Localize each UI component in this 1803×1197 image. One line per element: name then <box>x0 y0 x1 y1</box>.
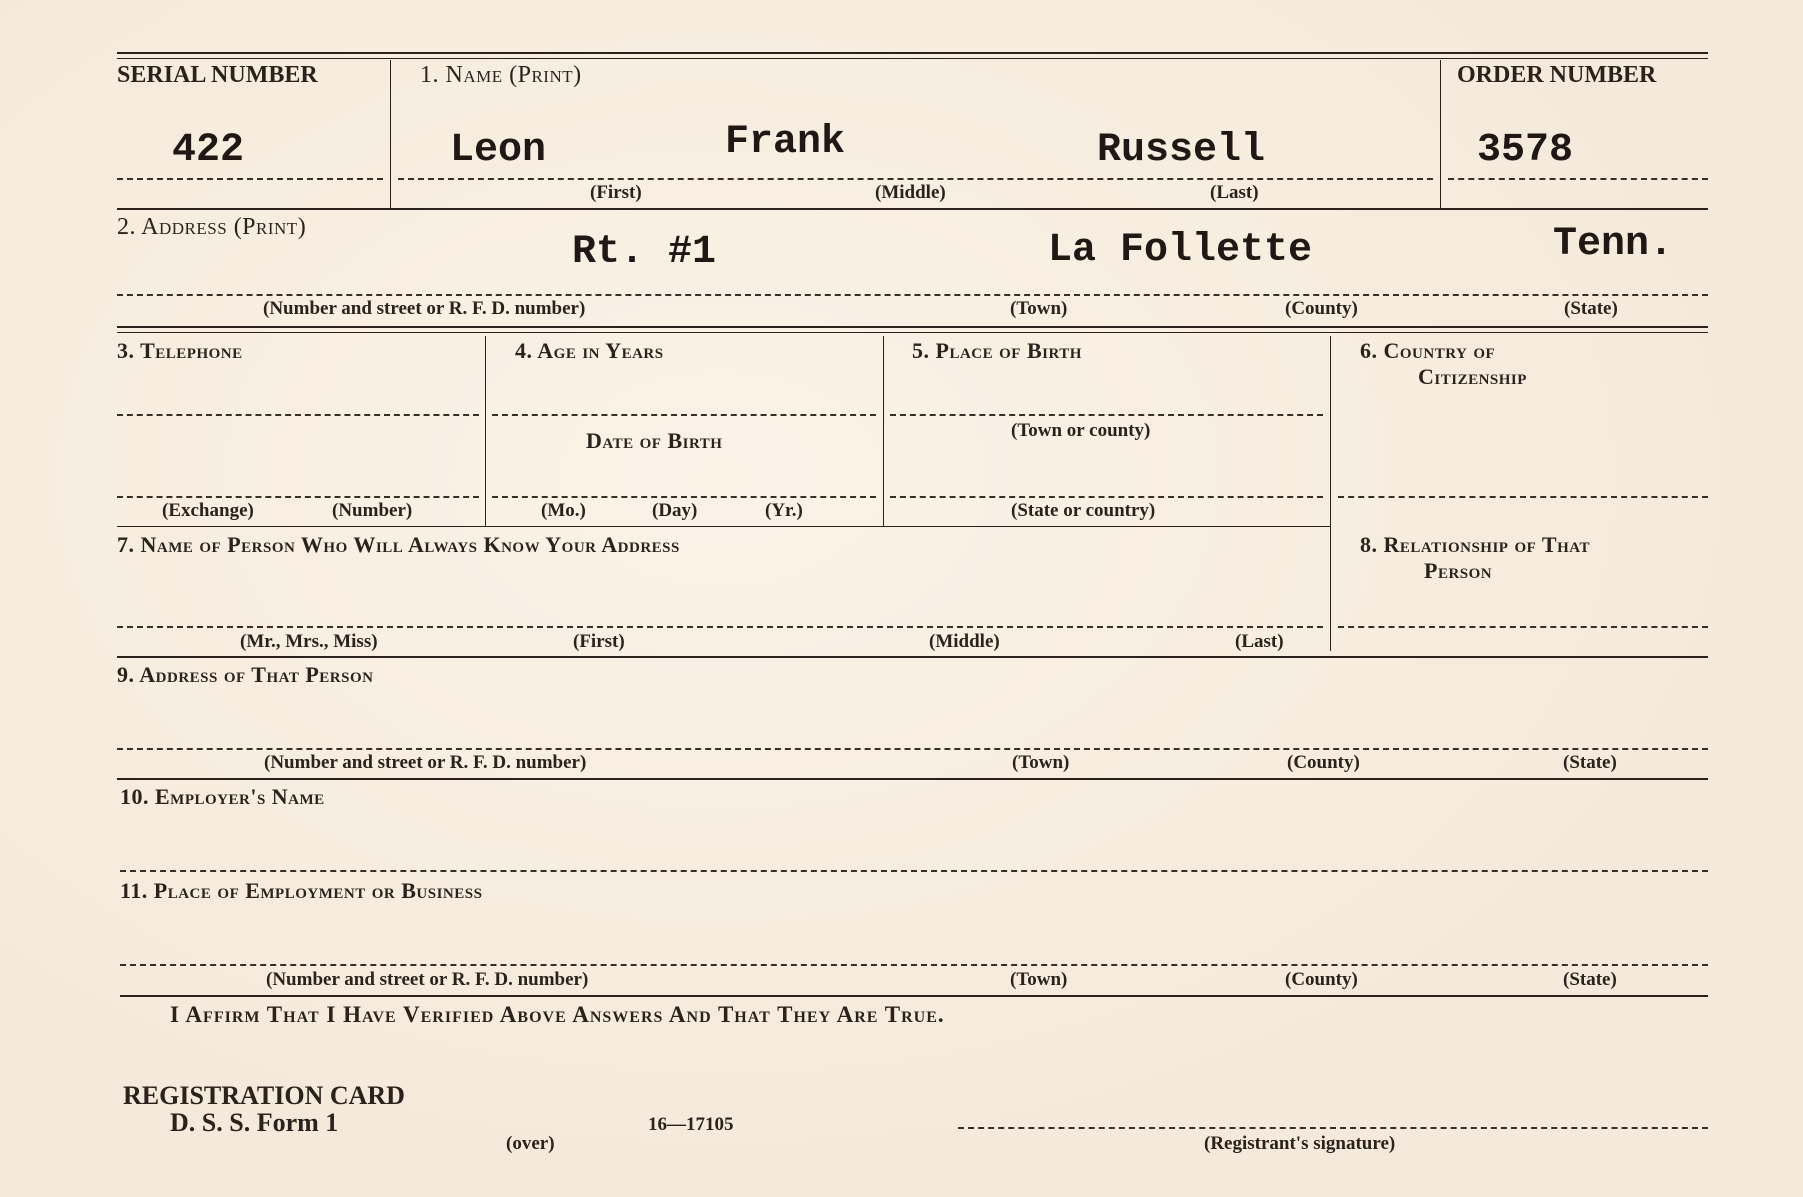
row3-divider-3 <box>1330 336 1331 651</box>
top-rule-2 <box>117 58 1708 59</box>
contact-town-caption: (Town) <box>1012 752 1070 773</box>
contact-address-line <box>117 748 1708 750</box>
address-line <box>117 294 1708 296</box>
row7-bottom-rule <box>117 656 1708 658</box>
telephone-line-1 <box>117 414 479 416</box>
order-number-value: 3578 <box>1477 128 1574 173</box>
top-rule <box>117 52 1708 54</box>
address-bottom-rule <box>117 326 1708 328</box>
relationship-label-1: 8. Relationship of That <box>1360 532 1590 557</box>
middle-name-value: Frank <box>725 120 846 165</box>
contact-address-label: 9. Address of That Person <box>117 662 374 687</box>
order-line <box>1448 178 1708 180</box>
address-county-caption: (County) <box>1285 298 1358 319</box>
telephone-line-2 <box>117 496 479 498</box>
address-street-caption: (Number and street or R. F. D. number) <box>263 298 586 319</box>
citizenship-line <box>1338 496 1708 498</box>
serial-number-value: 422 <box>172 128 245 173</box>
dob-label: Date of Birth <box>586 428 723 453</box>
employment-place-line <box>120 964 1708 966</box>
name-label: 1. Name (Print) <box>420 62 582 88</box>
row3-divider-2 <box>883 336 884 526</box>
address-label: 2. Address (Print) <box>117 214 307 240</box>
form-name: D. S. S. Form 1 <box>170 1108 339 1137</box>
telephone-label: 3. Telephone <box>117 338 243 363</box>
header-divider-1 <box>390 60 391 208</box>
contact-first-caption: (First) <box>573 631 625 652</box>
dob-line <box>492 496 876 498</box>
signature-caption: (Registrant's signature) <box>1204 1133 1396 1154</box>
header-bottom-rule <box>117 208 1708 210</box>
contact-person-label: 7. Name of Person Who Will Always Know Your Address <box>117 532 680 557</box>
employment-county-caption: (County) <box>1285 969 1358 990</box>
birthplace-line-2 <box>890 496 1323 498</box>
employer-label: 10. Employer's Name <box>120 784 325 809</box>
birthplace-line-1 <box>890 414 1323 416</box>
row3-divider-1 <box>485 336 486 526</box>
name-line <box>398 178 1433 180</box>
age-label: 4. Age in Years <box>515 338 664 363</box>
state-country-caption: (State or country) <box>1011 500 1156 521</box>
employment-place-label: 11. Place of Employment or Business <box>120 878 483 903</box>
address-street-value: Rt. #1 <box>572 230 717 275</box>
year-caption: (Yr.) <box>765 500 803 521</box>
relationship-label-2: Person <box>1424 558 1493 583</box>
title-caption: (Mr., Mrs., Miss) <box>240 631 378 652</box>
address-town-value: La Follette <box>1048 228 1313 273</box>
birthplace-label: 5. Place of Birth <box>912 338 1082 363</box>
card-title: REGISTRATION CARD <box>123 1081 405 1110</box>
contact-county-caption: (County) <box>1287 752 1360 773</box>
row9-bottom-rule <box>117 778 1708 780</box>
day-caption: (Day) <box>652 500 698 521</box>
exchange-caption: (Exchange) <box>162 500 254 521</box>
contact-middle-caption: (Middle) <box>929 631 1000 652</box>
citizenship-label-1: 6. Country of <box>1360 338 1496 363</box>
number-caption: (Number) <box>332 500 413 521</box>
first-caption: (First) <box>590 182 642 203</box>
citizenship-label-2: Citizenship <box>1418 364 1527 389</box>
employment-street-caption: (Number and street or R. F. D. number) <box>266 969 589 990</box>
serial-number-label: SERIAL NUMBER <box>117 62 318 88</box>
contact-street-caption: (Number and street or R. F. D. number) <box>264 752 587 773</box>
last-name-value: Russell <box>1097 128 1266 173</box>
contact-state-caption: (State) <box>1563 752 1617 773</box>
address-state-value: Tenn. <box>1553 222 1674 267</box>
middle-caption: (Middle) <box>875 182 946 203</box>
signature-line <box>958 1127 1708 1129</box>
order-number-label: ORDER NUMBER <box>1457 62 1657 88</box>
over-note: (over) <box>506 1133 555 1154</box>
town-county-caption: (Town or county) <box>1011 420 1151 441</box>
address-bottom-rule-2 <box>117 332 1708 333</box>
last-caption: (Last) <box>1210 182 1259 203</box>
employer-line <box>120 870 1708 872</box>
serial-line <box>117 178 383 180</box>
row11-bottom-rule <box>120 995 1708 997</box>
contact-last-caption: (Last) <box>1235 631 1284 652</box>
age-line <box>492 414 876 416</box>
contact-person-line <box>117 626 1323 628</box>
affirmation-text: I Affirm That I Have Verified Above Answers And That They Are True. <box>170 1002 945 1027</box>
address-state-caption: (State) <box>1564 298 1618 319</box>
employment-state-caption: (State) <box>1563 969 1617 990</box>
header-divider-2 <box>1440 60 1441 208</box>
first-name-value: Leon <box>450 128 547 173</box>
address-town-caption: (Town) <box>1010 298 1068 319</box>
employment-town-caption: (Town) <box>1010 969 1068 990</box>
relationship-line <box>1338 626 1708 628</box>
row3-bottom-rule <box>117 526 1330 527</box>
month-caption: (Mo.) <box>541 500 586 521</box>
print-code: 16—17105 <box>648 1114 734 1135</box>
